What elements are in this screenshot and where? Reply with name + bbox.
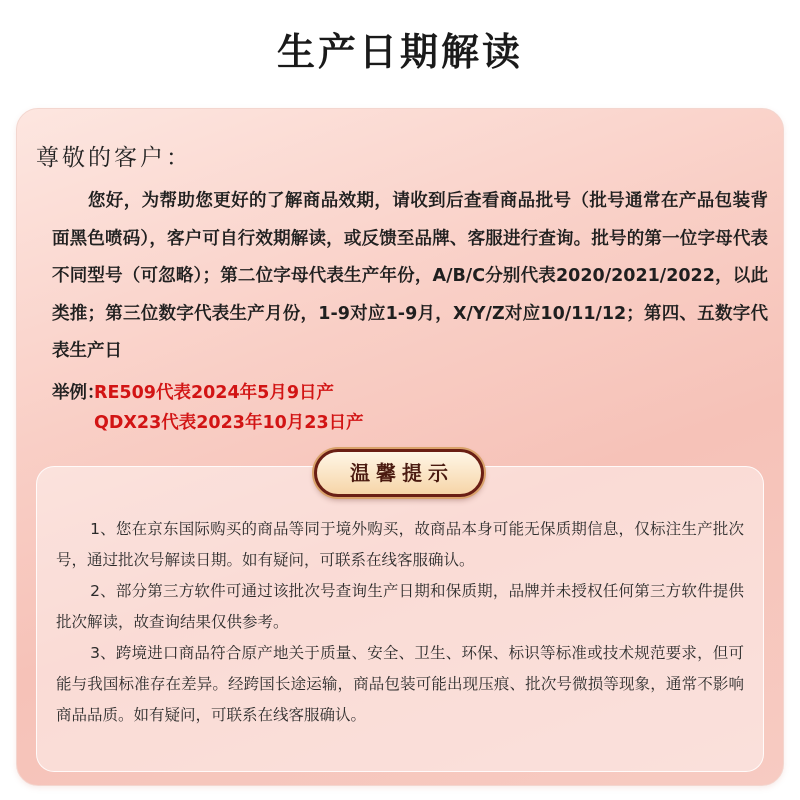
- examples-label: 举例：: [52, 383, 105, 403]
- notice-item: 3、跨境进口商品符合原产地关于质量、安全、卫生、环保、标识等标准或技术规范要求，但可能与我国标准存在差异。经跨国长途运输，商品包装可能出现压痕、批次号微损等现象，通常不影响商品品质。如有疑问，可联系在线客服确认。: [56, 644, 744, 724]
- example-item: QDX23代表2023年10月23日产: [94, 413, 364, 433]
- page-title: 生产日期解读: [276, 30, 523, 74]
- notice-item: 2、部分第三方软件可通过该批次号查询生产日期和保质期，品牌并未授权任何第三方软件提供批次解读，故查询结果仅供参考。: [56, 582, 744, 631]
- notice-item: 1、您在京东国际购买的商品等同于境外购买，故商品本身可能无保质期信息，仅标注生产批次号，通过批次号解读日期。如有疑问，可联系在线客服确认。: [56, 520, 744, 569]
- batch-code-explanation: 您好，为帮助您更好的了解商品效期，请收到后查看商品批号（批号通常在产品包装背面黑色喷码），客户可自行效期解读，或反馈至品牌、客服进行查询。批号的第一位字母代表不同型号（可忽略）；第二位字母代表生产年份，A/B/C分别代表2020/2021/2022，以此类推；第三位数字代表生产月份，1-9对应1-9月，X/Y/Z对应10/11/12；第四、五数字代表生产日: [52, 191, 768, 361]
- notice-list: [56, 514, 744, 731]
- notice-badge: 温馨提示: [314, 449, 484, 497]
- greeting-text: 尊敬的客户：: [36, 145, 192, 171]
- example-item: RE509代表2024年5月9日产: [94, 383, 335, 403]
